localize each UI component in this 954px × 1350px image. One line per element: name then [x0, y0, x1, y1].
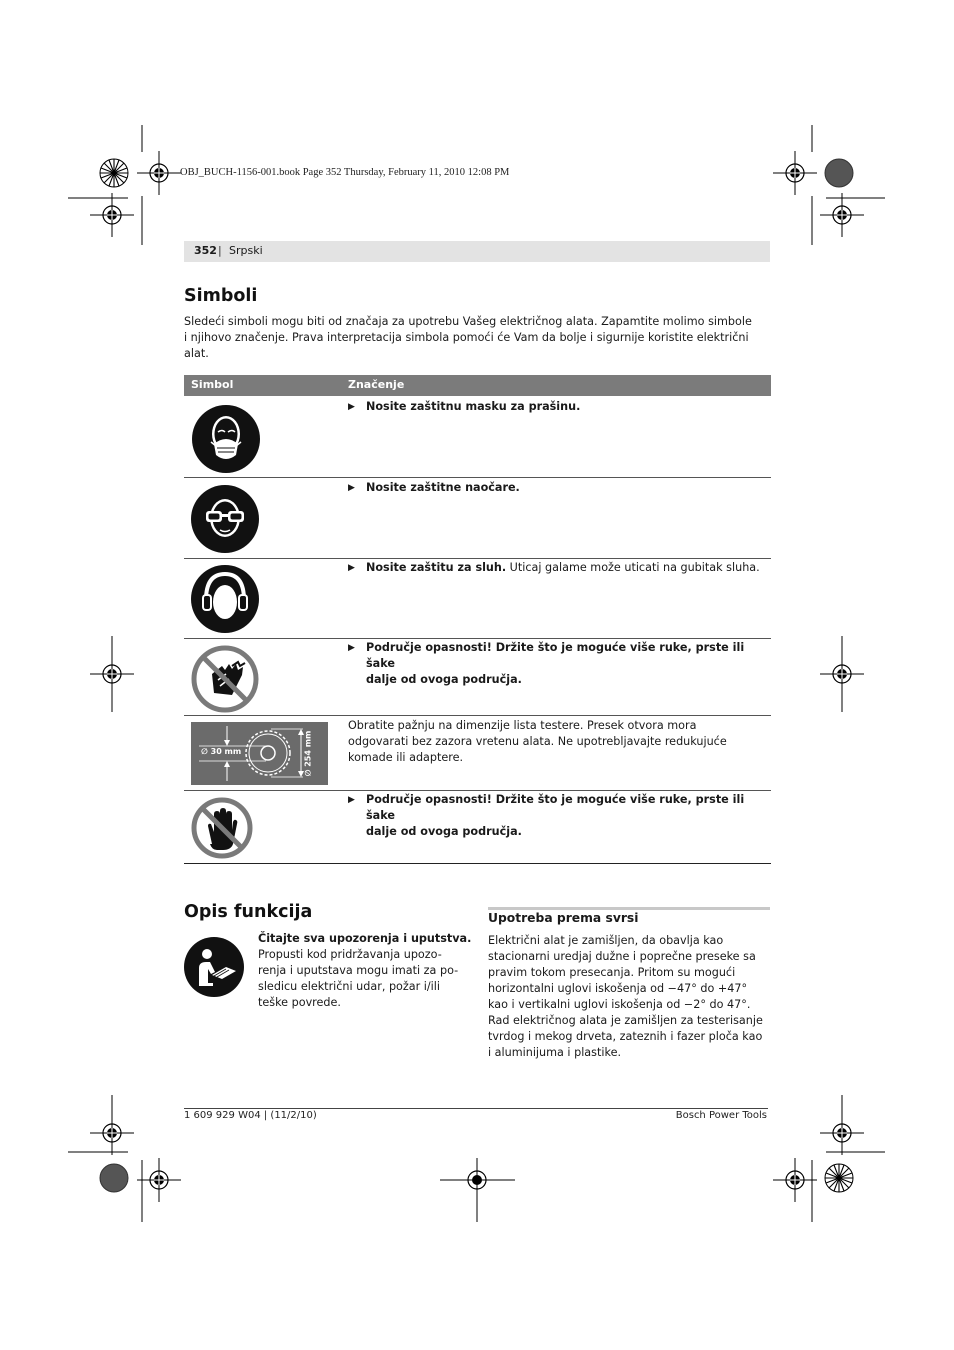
intended-use-line: kao i vertikalni uglovi iskošenja od −2° do 47°. — [488, 998, 751, 1011]
meaning-row-1 — [348, 399, 768, 415]
meaning-normal: Uticaj galame može uticati na gubitak sluha. — [506, 561, 760, 574]
intended-use-title: Upotreba prema svrsi — [488, 911, 639, 925]
footer-rule — [184, 1108, 768, 1109]
read-instructions-bold: Čitajte sva upozorenja i uputstva. — [258, 932, 472, 945]
table-row-divider — [184, 715, 771, 716]
bore-diameter-label: ∅ 30 mm — [201, 747, 242, 756]
blade-dimensions-icon — [191, 722, 328, 785]
bullet-triangle: ▶ — [348, 563, 355, 573]
ear-protection-icon — [190, 564, 260, 634]
meaning-bold: Nosite zaštitu za sluh. — [366, 561, 507, 574]
read-instructions-line: renja i uputstava mogu imati za po- — [258, 964, 459, 977]
meaning-row-3 — [348, 560, 768, 576]
meaning-normal-line: odgovarati bez zazora vretenu alata. Ne upotrebljavajte redukujuće — [348, 735, 727, 748]
read-instructions-line: sledicu električni udar, požar i/ili — [258, 980, 440, 993]
meaning-bold: dalje od ovoga područja. — [366, 825, 522, 838]
dust-mask-icon — [191, 404, 261, 474]
intended-use-line: Rad električnog alata je zamišljen za testerisanje — [488, 1014, 763, 1027]
meaning-normal-line: komade ili adaptere. — [348, 751, 464, 764]
safety-goggles-icon — [190, 484, 260, 554]
table-row-divider — [184, 638, 771, 639]
intended-use-line: tvrdog i mekog drveta, zateznih i fazer ploča kao — [488, 1030, 763, 1043]
intended-use-line: Električni alat je zamišljen, da obavlja kao — [488, 934, 724, 947]
read-instructions-text — [258, 931, 473, 1011]
intended-use-line: i aluminijuma i plastike. — [488, 1046, 622, 1059]
intended-use-text — [488, 933, 773, 1061]
bullet-triangle: ▶ — [348, 483, 355, 493]
header-separator: | — [218, 244, 222, 257]
subsection-rule — [488, 907, 770, 910]
read-instructions-line: Propusti kod pridržavanja upozo- — [258, 948, 442, 961]
meaning-row-6 — [348, 792, 768, 840]
table-row-divider — [184, 558, 771, 559]
section-title-functions: Opis funkcija — [184, 902, 313, 922]
intro-line: alat. — [184, 347, 209, 360]
intended-use-line: horizontalni uglovi iskošenja od −47° do +47° — [488, 982, 748, 995]
footer-doc-number: 1 609 929 W04 | (11/2/10) — [184, 1110, 317, 1121]
bullet-triangle: ▶ — [348, 402, 355, 412]
intro-line: Sledeći simboli mogu biti od značaja za upotrebu Vašeg električnog alata. Zapamtite molimo simbole — [184, 315, 752, 328]
header-language: Srpski — [229, 244, 263, 257]
symbols-table-header — [184, 375, 771, 396]
intended-use-line: pravim tokom presecanja. Pritom su mogući — [488, 966, 736, 979]
read-instructions-line: teške povrede. — [258, 996, 341, 1009]
bullet-triangle: ▶ — [348, 795, 355, 805]
page-header-bar — [184, 241, 770, 262]
no-hand-icon — [190, 796, 254, 860]
meaning-bold: dalje od ovoga područja. — [366, 673, 522, 686]
table-row-divider — [184, 477, 771, 478]
meaning-row-4 — [348, 640, 768, 688]
column-header-symbol: Simbol — [191, 378, 234, 391]
table-row-divider — [184, 790, 771, 791]
footer-brand: Bosch Power Tools — [675, 1110, 767, 1121]
meaning-bold: Područje opasnosti! Držite što je moguće više ruke, prste ili šake — [366, 641, 745, 670]
page-number: 352 — [194, 244, 217, 257]
meaning-row-2 — [348, 480, 768, 496]
meaning-bold: Nosite zaštitnu masku za prašinu. — [366, 400, 581, 413]
symbols-intro — [184, 314, 774, 362]
meaning-bold: Područje opasnosti! Držite što je moguće više ruke, prste ili šake — [366, 793, 745, 822]
intro-line: i njihovo značenje. Prava interpretacija simbola pomoći će Vam da bolje i sigurnije koristite električni — [184, 331, 749, 344]
no-hands-near-blade-icon — [190, 644, 260, 714]
intended-use-line: stacionarni uredjaj dužne i poprečne preseke sa — [488, 950, 756, 963]
column-header-meaning: Značenje — [348, 378, 405, 391]
section-title-symbols: Simboli — [184, 286, 258, 306]
print-info-line: OBJ_BUCH-1156-001.book Page 352 Thursday, February 11, 2010 12:08 PM — [180, 167, 510, 178]
meaning-bold: Nosite zaštitne naočare. — [366, 481, 520, 494]
table-bottom-rule — [184, 863, 771, 864]
bullet-triangle: ▶ — [348, 643, 355, 653]
meaning-row-5 — [348, 718, 768, 766]
read-manual-icon — [184, 937, 244, 997]
blade-diameter-label: ∅ 254 mm — [303, 730, 313, 777]
meaning-normal-line: Obratite pažnju na dimenzije lista testere. Presek otvora mora — [348, 719, 697, 732]
